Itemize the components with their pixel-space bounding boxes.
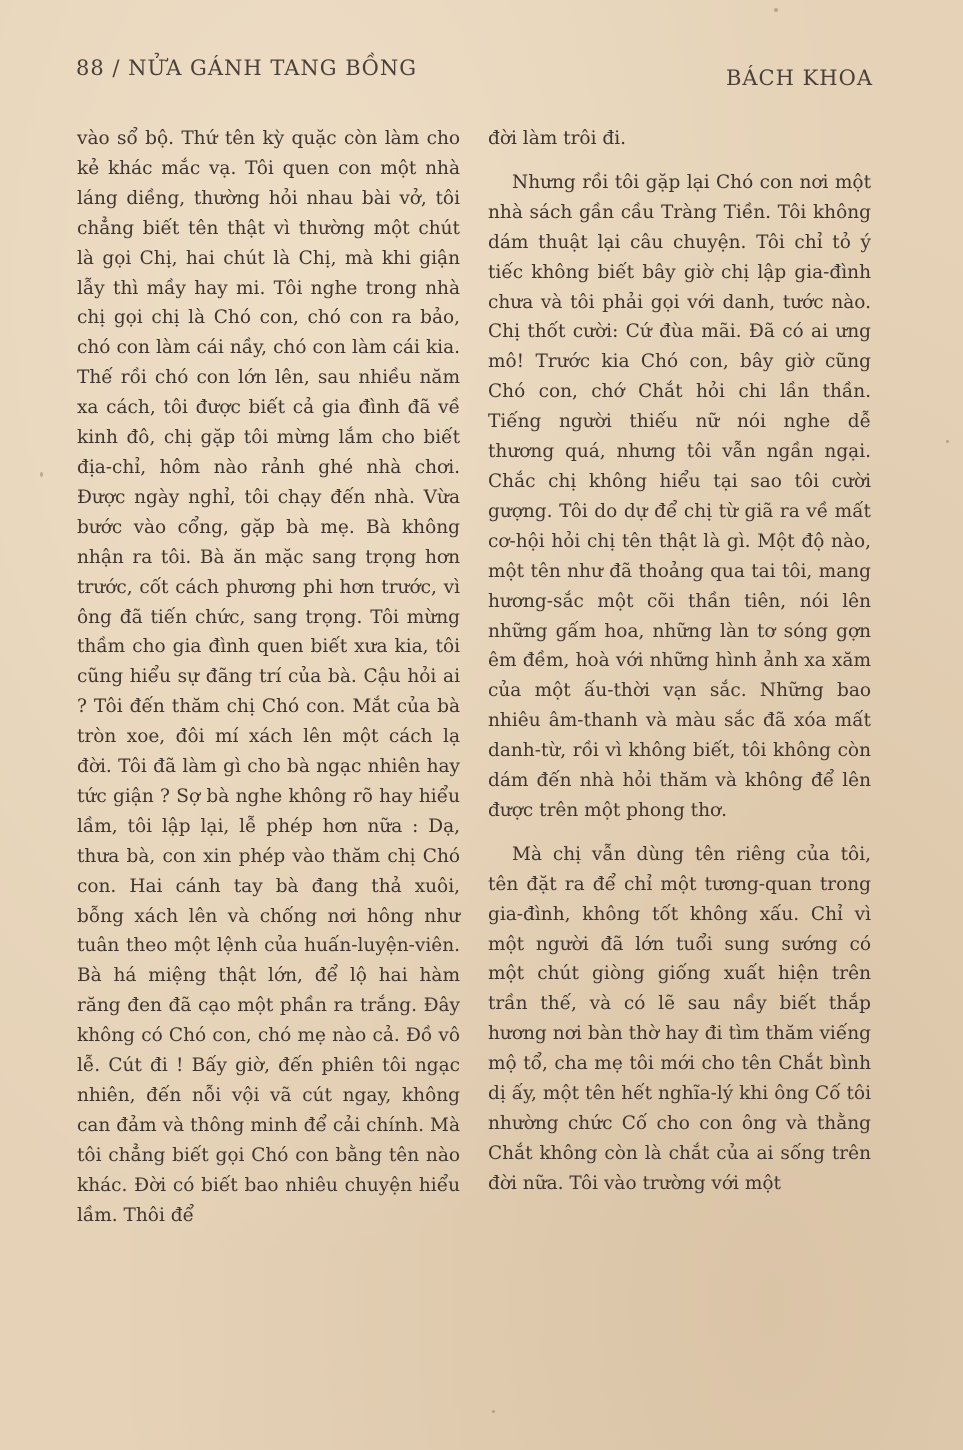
page-header-right: BÁCH KHOA bbox=[725, 66, 873, 90]
left-paragraph: vào sổ bộ. Thứ tên kỳ quặc còn làm cho kẻ khác mắc vạ. Tôi quen con một nhà láng diềng, thường hỏi nhau bài vở, tôi chẳng biết tên thật vì thường một chút là gọi Chị, hai chút là Chị, mà khi giận lẫy thì mầy hay mi. Tôi nghe trong nhà chị gọi chị là Chó con, chó con ra bảo, chó con làm cái nầy, chó con làm cái kia. Thế rồi chó con lớn lên, sau nhiều năm xa cách, tôi được biết cả gia đình đã về kinh đô, chị gặp tôi mừng lắm cho biết địa-chỉ, hôm nào rảnh ghé nhà chơi. Được ngày nghỉ, tôi chạy đến nhà. Vừa bước vào cổng, gặp bà mẹ. Bà không nhận ra tôi. Bà ăn mặc sang trọng hơn trước, cốt cách phương phi hơn trước, vì ông đã tiến chức, sang trọng. Tôi mừng thầm cho gia đình quen biết xưa kia, tôi cũng hiểu sự đãng trí của bà. Cậu hỏi ai ? Tôi đến thăm chị Chó con. Mắt của bà tròn xoe, đôi mí xách lên một cách lạ đời. Tôi đã làm gì cho bà ngạc nhiên hay tức giận ? Sợ bà nghe không rõ hay hiểu lầm, tôi lập lại, lễ phép hơn nữa : Dạ, thưa bà, con xin phép vào thăm chị Chó con. Hai cánh tay bà đang thả xuôi, bỗng xách lên và chống nơi hông như tuân theo một lệnh của huấn-luyện-viên. Bà há miệng thật lớn, để lộ hai hàm răng đen đã cạo một phần ra trắng. Đây không có Chó con, chó mẹ nào cả. Đồ vô lễ. Cút đi ! Bấy giờ, đến phiên tôi ngạc nhiên, đến nỗi vội vã cút ngay, không can đảm và thông minh để cải chính. Mà tôi chẳng biết gọi Chó con bằng tên nào khác. Đời có biết bao nhiêu chuyện hiểu lầm. Thôi để bbox=[77, 128, 460, 1226]
right-text-column bbox=[488, 124, 871, 1199]
paper-spot bbox=[774, 8, 778, 12]
page-header-left: 88 / NỬA GÁNH TANG BỒNG bbox=[76, 56, 418, 80]
right-paragraph-2: Nhưng rồi tôi gặp lại Chó con nơi một nhà sách gần cầu Tràng Tiền. Tôi không dám thuật lại câu chuyện. Tôi chỉ tỏ ý tiếc không biết bây giờ chị lập gia-đình chưa và tôi phải gọi với danh, tước nào. Chị thốt cười: Cứ đùa mãi. Đã có ai ưng mô! Trước kia Chó con, bây giờ cũng Chó con, chớ Chắt hỏi chi lần thần. Tiếng người thiếu nữ nói nghe dễ thương quá, nhưng tôi vẫn ngần ngại. Chắc chị không hiểu tại sao tôi cười gượng. Tôi do dự để chị từ giã ra về mất cơ-hội hỏi chị tên thật là gì. Một độ nào, một tên như đã thoảng qua tai tôi, mang hương-sắc một cõi thần tiên, nói lên những gấm hoa, những làn tơ sóng gợn êm đềm, hoà với những hình ảnh xa xăm của một ấu-thời vạn sắc. Những bao nhiêu âm-thanh và màu sắc đã xóa mất danh-từ, rồi vì không biết, tôi không còn dám đến nhà hỏi thăm và không để lên được trên một phong thơ. bbox=[488, 171, 871, 821]
right-paragraph-3: Mà chị vẫn dùng tên riêng của tôi, tên đặt ra để chỉ một tương-quan trong gia-đình, không tốt không xấu. Chỉ vì một người đã lớn tuổi sung sướng có một chút giòng giống xuất hiện trên trần thế, và có lẽ sau nầy biết thắp hương nơi bàn thờ hay đi tìm thăm viếng mộ tổ, cha mẹ tôi mới cho tên Chắt bình dị ấy, một tên hết nghĩa-lý khi ông Cố tôi nhường chức Cố cho con ông và thằng Chắt không còn là chắt của ai sống trên đời nữa. Tôi vào trường với một bbox=[488, 843, 871, 1194]
paper-spot bbox=[946, 440, 949, 443]
paper-spot bbox=[40, 472, 43, 477]
right-paragraph-1: đời làm trôi đi. bbox=[488, 128, 627, 149]
paper-spot bbox=[492, 1410, 495, 1413]
left-text-column bbox=[77, 124, 460, 1231]
